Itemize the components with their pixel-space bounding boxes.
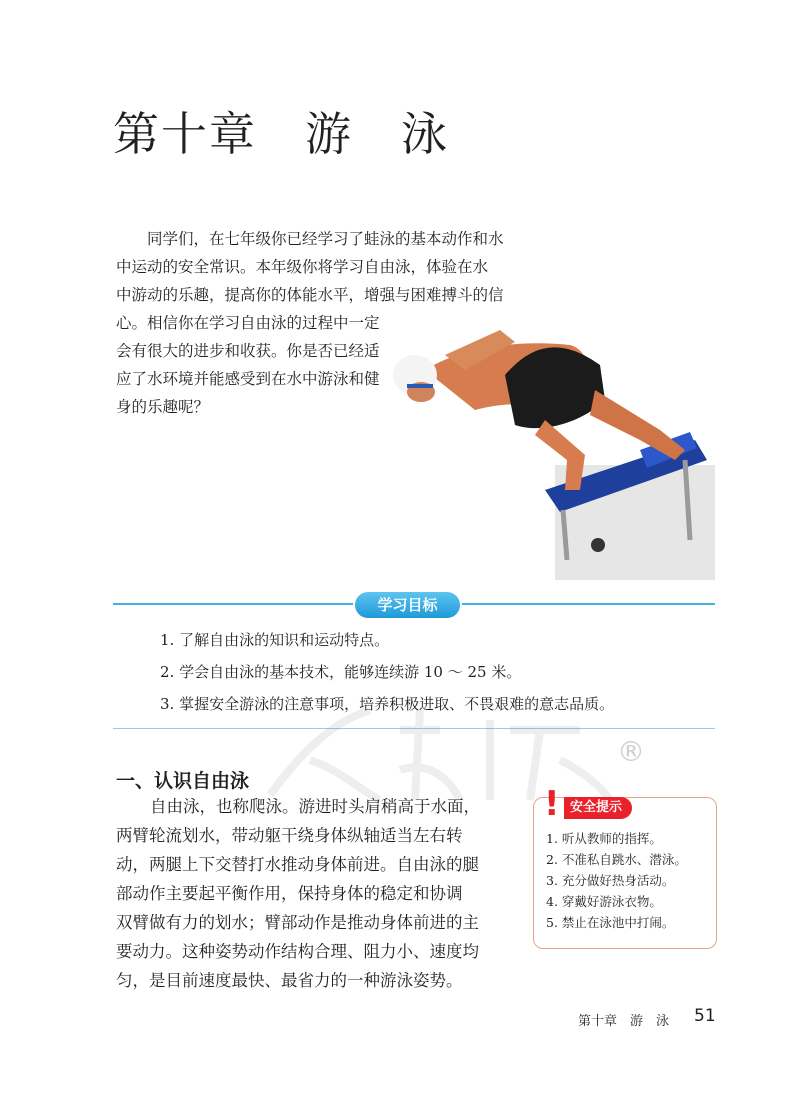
body-line: 部动作主要起平衡作用，保持身体的稳定和协调: [116, 884, 463, 903]
body-line: 动，两腿上下交替打水推动身体前进。自由泳的腿: [116, 855, 479, 874]
body-line: 双臂做有力的划水；臂部动作是推动身体前进的主: [116, 913, 479, 932]
swim-goggles: [407, 384, 433, 388]
intro-line: 中游动的乐趣，提高你的体能水平，增强与困难搏斗的信: [116, 286, 504, 304]
chapter-title: 第十章 游 泳: [113, 107, 449, 161]
swimmer-leg: [590, 390, 685, 460]
body-line: 匀，是目前速度最快、最省力的一种游泳姿势。: [116, 971, 463, 990]
intro-line: 应了水环境并能感受到在水中游泳和健: [116, 370, 380, 388]
safety-tip-item: 5. 禁止在泳池中打闹。: [546, 915, 675, 930]
intro-line: 心。相信你在学习自由泳的过程中一定: [116, 314, 380, 332]
safety-tip-item: 1. 听从教师的指挥。: [546, 831, 662, 846]
learning-goals-badge: 学习目标: [355, 592, 460, 618]
intro-line: 会有很大的进步和收获。你是否已经适: [116, 342, 380, 360]
body-line: 自由泳，也称爬泳。游进时头肩稍高于水面，: [150, 797, 480, 816]
safety-tip-item: 4. 穿戴好游泳衣物。: [546, 894, 662, 909]
registered-mark: ®: [617, 735, 645, 768]
intro-line: 同学们，在七年级你已经学习了蛙泳的基本动作和水: [147, 230, 504, 248]
section-body: [116, 792, 506, 995]
goal-item: 1. 了解自由泳的知识和运动特点。: [160, 631, 390, 649]
goal-item: 3. 掌握安全游泳的注意事项，培养积极进取、不畏艰难的意志品质。: [160, 695, 615, 713]
safety-tip-item: 2. 不准私自跳水、潜泳。: [546, 852, 687, 867]
exclamation-icon: !: [544, 784, 560, 824]
intro-line: 身的乐趣呢？: [116, 398, 210, 416]
safety-tip-item: 3. 充分做好热身活动。: [546, 873, 675, 888]
intro-line: 中运动的安全常识。本年级你将学习自由泳，体验在水: [116, 258, 489, 276]
block-bolt: [591, 538, 605, 552]
body-line: 要动力。这种姿势动作结构合理、阻力小、速度均: [116, 942, 479, 961]
goal-item: 2. 学会自由泳的基本技术，能够连续游 10 ～ 25 米。: [160, 663, 522, 681]
swimmer-diving-illustration: [385, 300, 715, 580]
safety-tips-list: [546, 828, 687, 933]
footer-chapter-label: 第十章 游 泳: [578, 1014, 670, 1029]
safety-tips-title: 安全提示: [564, 797, 632, 819]
section-title: 一、认识自由泳: [116, 770, 250, 792]
page-number: 51: [694, 1006, 716, 1026]
body-line: 两臂轮流划水，带动躯干绕身体纵轴适当左右转: [116, 826, 463, 845]
